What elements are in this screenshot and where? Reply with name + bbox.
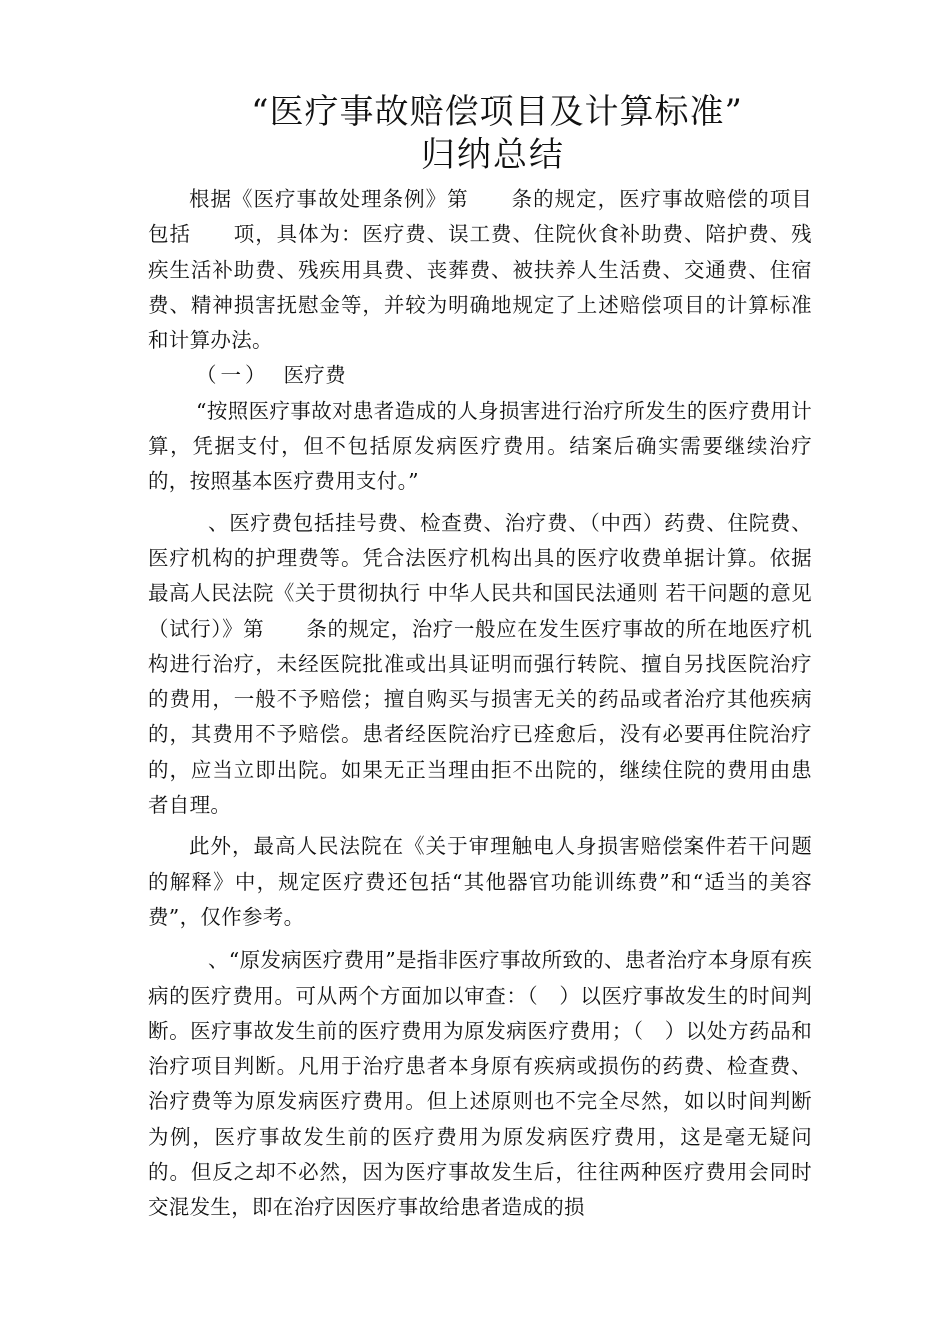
section-heading-medical-fees [148,358,812,393]
document-body [148,182,812,1226]
paragraph-fee-scope: 、医疗费包括挂号费、检查费、治疗费、（中西）药费、住院费、医疗机构的护理费等。凭合法医疗机构出具的医疗收费单据计算。依据最高人民法院《关于贯彻执行 中华人民共和国民法通则 若干问题的意见（试行）》第 条的规定，治疗一般应在发生医疗事故的所在地医疗机构进行治疗，未经医院批准或出具证明而强行转院、擅自另找医院治疗的费用，一般不予赔偿；擅自购买与损害无关的药品或者治疗其他疾病的，其费用不予赔偿。患者经医院治疗已痊愈后，没有必要再住院治疗的，应当立即出院。如果无正当理由拒不出院的，继续住院的费用由患者自理。 [148,510,812,818]
title-line-2: 归纳总结 [421,135,565,175]
paragraph-quote: “按照医疗事故对患者造成的人身损害进行治疗所发生的医疗费用计算，凭据支付，但不包括原发病医疗费用。结案后确实需要继续治疗的，按照基本医疗费用支付。” [148,398,812,494]
document-subtitle [0,133,950,177]
document-title [0,90,950,134]
paragraph-intro: 根据《医疗事故处理条例》第 条的规定，医疗事故赔偿的项目包括 项，具体为：医疗费、误工费、住院伙食补助费、陪护费、残疾生活补助费、残疾用具费、丧葬费、被扶养人生活费、交通费、住宿费、精神损害抚慰金等，并较为明确地规定了上述赔偿项目的计算标准和计算办法。 [148,187,812,353]
paragraph-original-disease: 、“原发病医疗费用”是指非医疗事故所致的、患者治疗本身原有疾病的医疗费用。可从两个方面加以审查：（ ）以医疗事故发生的时间判断。医疗事故发生前的医疗费用为原发病医疗费用；（ ）以处方药品和治疗项目判断。凡用于治疗患者本身原有疾病或损伤的药费、检查费、治疗费等为原发病医疗费用。但上述原则也不完全尽然，如以时间判断为例，医疗事故发生前的医疗费用为原发病医疗费用，这是毫无疑问的。但反之却不必然，因为医疗事故发生后，往往两种医疗费用会同时交混发生，即在治疗因医疗事故给患者造成的损 [148,948,812,1220]
section-number: （一） [196,363,270,388]
section-label: 医疗费 [283,363,346,388]
paragraph-supplement: 此外，最高人民法院在《关于审理触电人身损害赔偿案件若干问题的解释》中，规定医疗费还包括“其他器官功能训练费”和“适当的美容费”，仅作参考。 [148,834,812,929]
title-line-1: “医疗事故赔偿项目及计算标准” [251,92,743,132]
